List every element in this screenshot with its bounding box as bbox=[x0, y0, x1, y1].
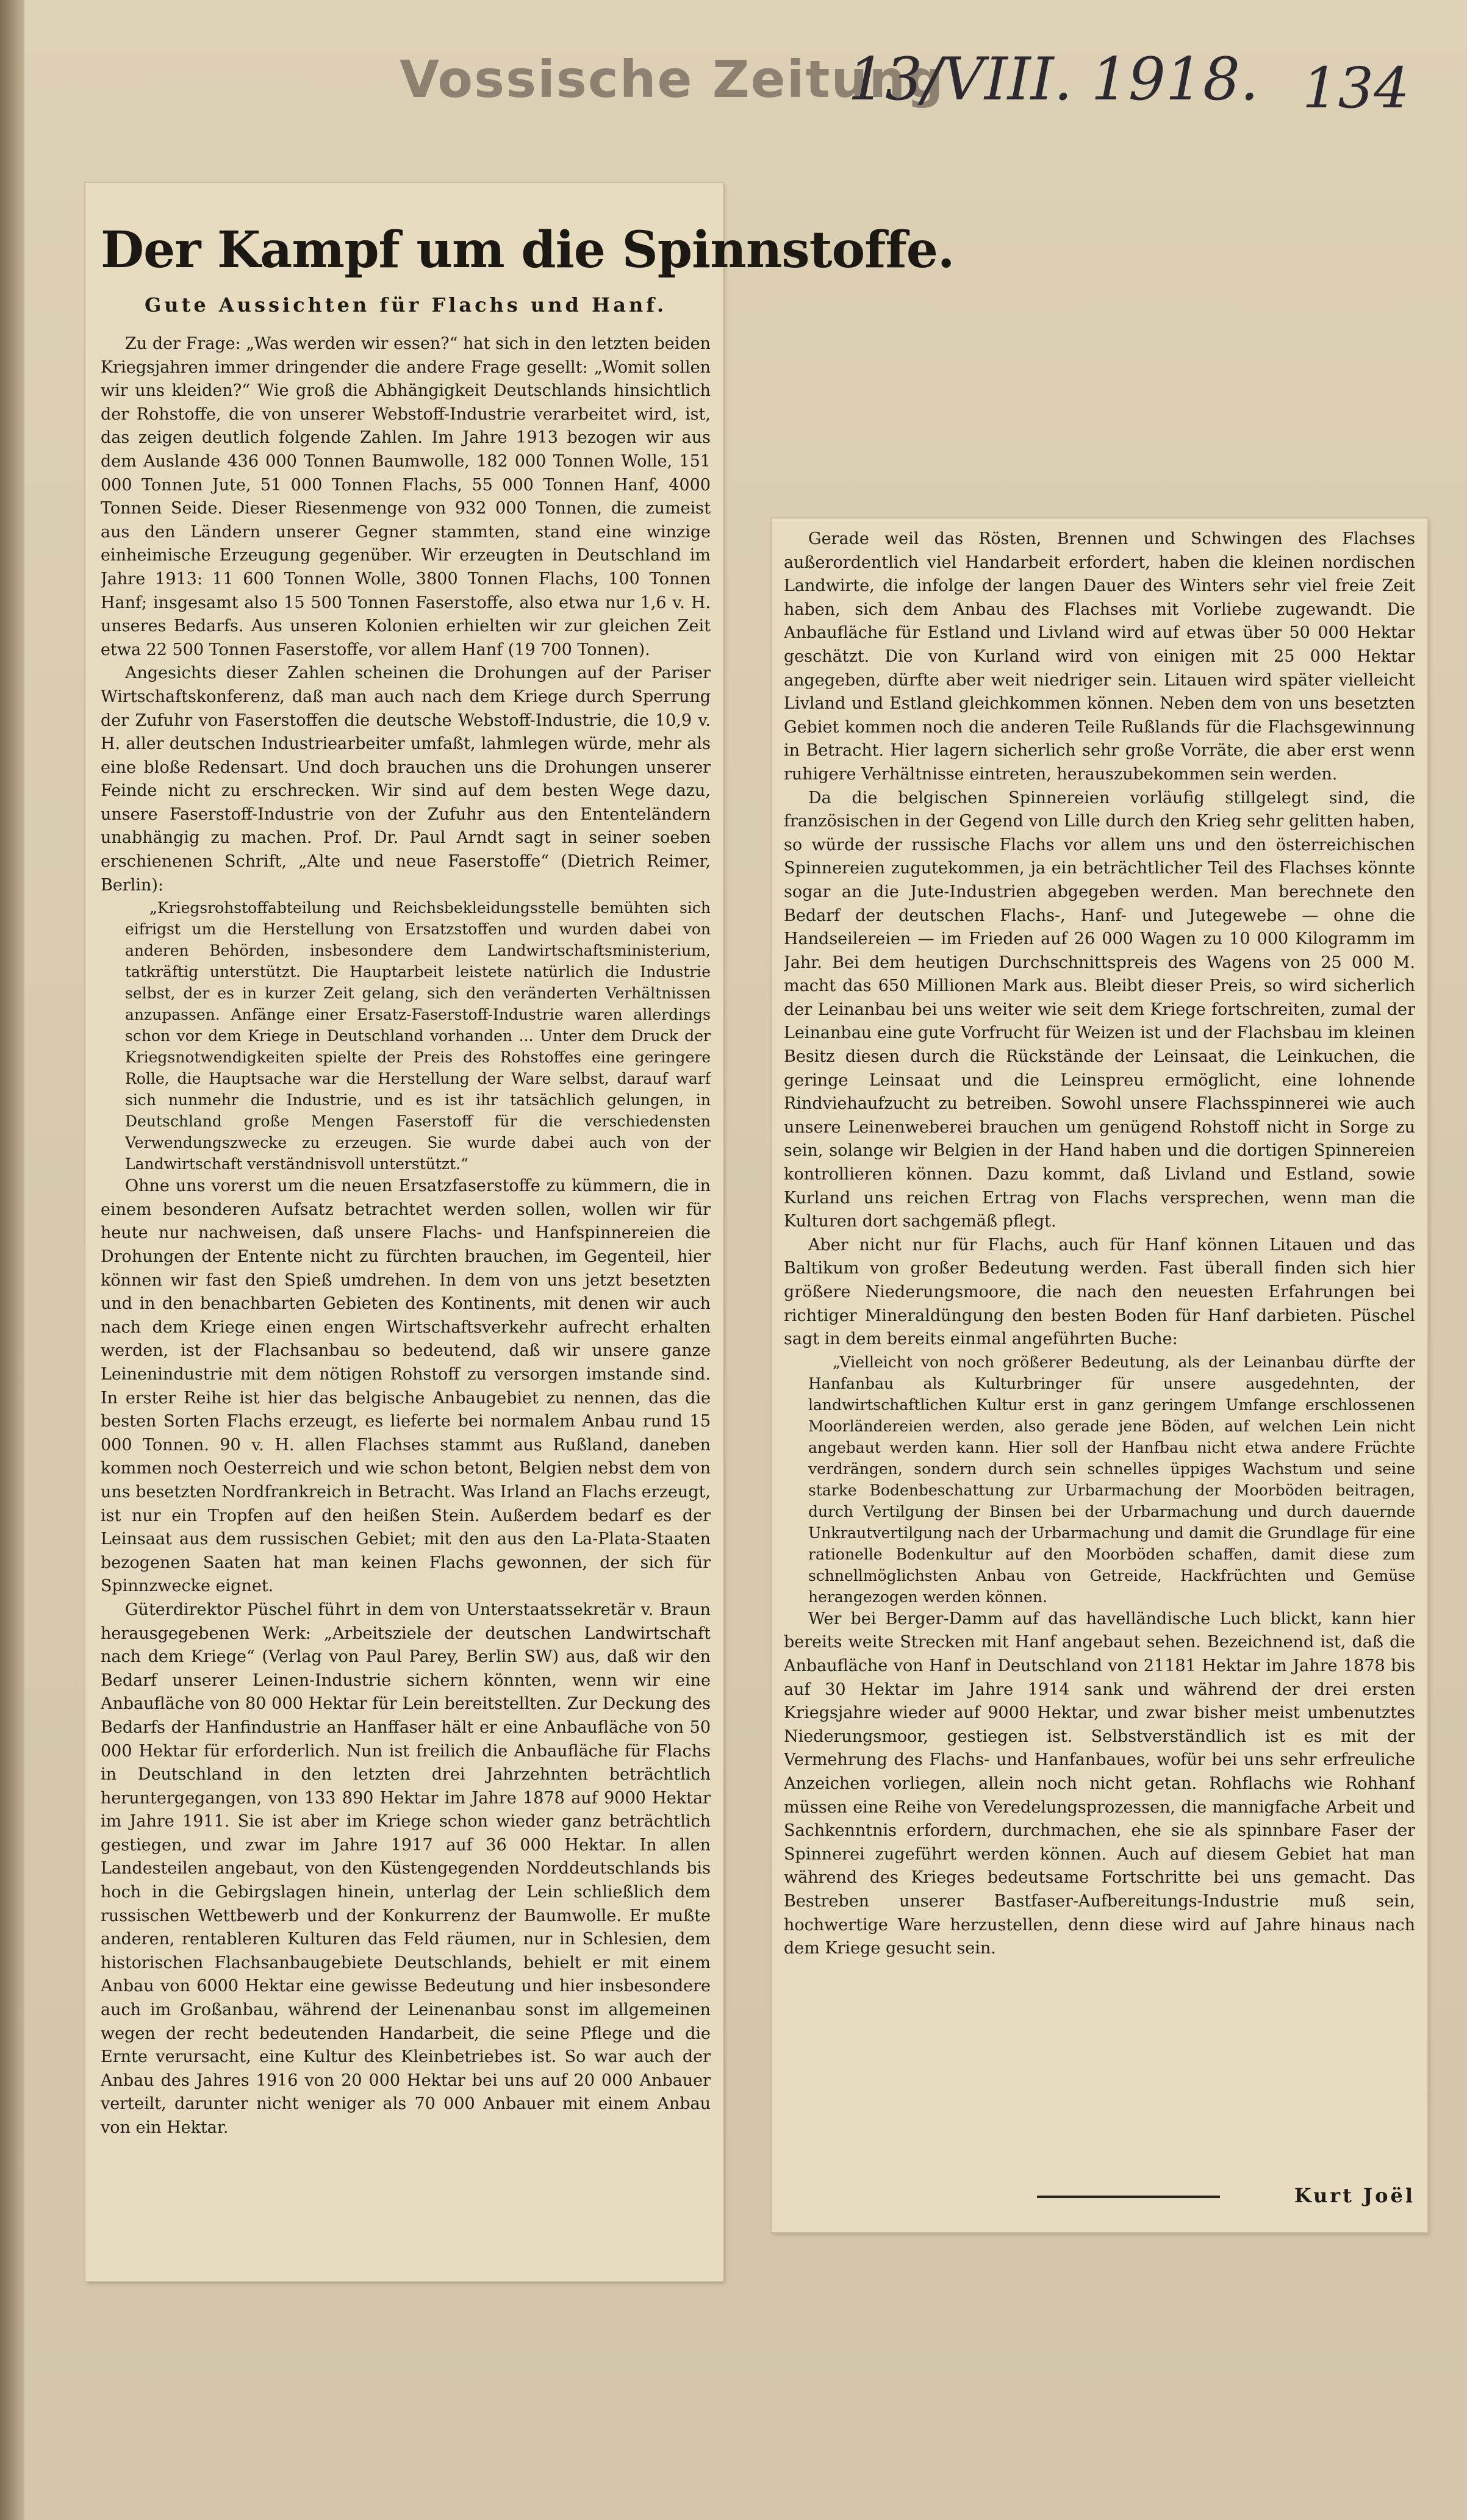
article-column-left bbox=[101, 332, 711, 2266]
handwritten-date: 13/VIII. 1918. bbox=[848, 45, 1259, 113]
binding-edge bbox=[0, 0, 24, 2520]
article-headline: Der Kampf um die Spinnstoffe. bbox=[101, 221, 955, 279]
quote-paragraph: „Kriegsrohstoffabteilung und Reichsbekleidungsstelle bemühten sich eifrigst um die Herstellung von Ersatzstoffen und wurden dabei von anderen Behörden, insbesondere dem Landwirtschaftsministerium, tatkräftig unterstützt. Die Hauptarbeit leistete natürlich die Industrie selbst, der es in kurzer Zeit gelang, sich den veränderten Verhältnissen anzupassen. Anfänge einer Ersatz-Faserstoff-Industrie waren allerdings schon vor dem Kriege in Deutschland vorhanden ... Unter dem Druck der Kriegsnotwendigkeiten spielte der Preis des Rohstoffes eine geringere Rolle, die Hauptsache war die Herstellung der Ware selbst, darauf warf sich nunmehr die Industrie, und es ist ihr tatsächlich gelungen, in Deutschland große Mengen Faserstoff für die verschiedensten Verwendungszwecke zu erzeugen. Sie wurde dabei auch von der Landwirtschaft verständnisvoll unterstützt.“ bbox=[125, 899, 711, 1173]
handwritten-page-number: 134 bbox=[1302, 55, 1410, 121]
paragraph: Da die belgischen Spinnereien vorläufig stillgelegt sind, die französischen in der Gegend von Lille durch den Krieg sehr gelitten haben, so würde der russische Flachs vor allem uns und den österreichischen Spinnereien zugutekommen, ja ein beträchtlicher Teil des Flachses könnte sogar an die Jute-Industrien abgegeben werden. Man berechnete den Bedarf der deutschen Flachs-, Hanf- und Jutegewebe — ohne die Handseilereien — im Frieden auf 26 000 Wagen zu 10 000 Kilogramm im Jahr. Bei dem heutigen Durchschnittspreis des Wagens von 25 000 M. macht das 650 Millionen Mark aus. Bleibt dieser Preis, so wird sicherlich der Leinanbau bei uns weiter wie seit dem Kriege fortschreiten, zumal der Leinanbau eine gute Vorfrucht für Weizen ist und der Flachsbau im kleinen Besitz diesen durch die Rückstände der Leinsaat, die Leinkuchen, die geringe Leinsaat und die Leinspreu ermöglicht, eine lohnende Rindviehaufzucht zu betreiben. Sowohl unsere Flachsspinnerei wie auch unsere Leinenweberei brauchen um genügend Rohstoff nicht in Sorge zu sein, solange wir Belgien in der Hand haben und die dortigen Spinnereien kontrollieren können. Dazu kommt, daß Livland und Estland, sowie Kurland uns reichen Ertrag von Flachs versprechen, wenn man die Kulturen dort sachgemäß pflegt. bbox=[784, 788, 1415, 1231]
paragraph: Zu der Frage: „Was werden wir essen?“ hat sich in den letzten beiden Kriegsjahren immer dringender die andere Frage gesellt: „Womit sollen wir uns kleiden?“ Wie groß die Abhängigkeit Deutschlands hinsichtlich der Rohstoffe, die von unserer Webstoff-Industrie verarbeitet wird, ist, das zeigen deutlich folgende Zahlen. Im Jahre 1913 bezogen wir aus dem Auslande 436 000 Tonnen Baumwolle, 182 000 Tonnen Wolle, 151 000 Tonnen Jute, 51 000 Tonnen Flachs, 55 000 Tonnen Hanf, 4000 Tonnen Seide. Dieser Riesenmenge von 932 000 Tonnen, die zumeist aus den Ländern unserer Gegner stammten, stand eine winzige einheimische Erzeugung gegenüber. Wir erzeugten in Deutschland im Jahre 1913: 11 600 Tonnen Wolle, 3800 Tonnen Flachs, 100 Tonnen Hanf; insgesamt also 15 500 Tonnen Faserstoffe, also etwa nur 1,6 v. H. unseres Bedarfs. Aus unseren Kolonien erhielten wir zur gleichen Zeit etwa 22 500 Tonnen Faserstoffe, vor allem Hanf (19 700 Tonnen). bbox=[101, 334, 711, 659]
paragraph: Güterdirektor Püschel führt in dem von Unterstaatssekretär v. Braun herausgegebenen Werk: „Arbeitsziele der deutschen Landwirtschaft nach dem Kriege“ (Verlag von Paul Parey, Berlin SW) aus, daß wir den Bedarf unserer Leinen-Industrie sichern könnten, wenn wir eine Anbaufläche von 80 000 Hektar für Lein bereitstellten. Zur Deckung des Bedarfs der Hanfindustrie an Hanffaser hält er eine Anbaufläche von 50 000 Hektar für erforderlich. Nun ist freilich die Anbaufläche für Flachs in Deutschland in den letzten drei Jahrzehnten beträchtlich heruntergegangen, von 133 890 Hektar im Jahre 1878 auf 9000 Hektar im Jahre 1911. Sie ist aber im Kriege schon wieder ganz beträchtlich gestiegen, und zwar im Jahre 1917 auf 36 000 Hektar. In allen Landesteilen angebaut, von den Küstengegenden Norddeutschlands bis hoch in die Gebirgslagen hinein, unterlag der Lein schließlich dem russischen Wettbewerb und der Konkurrenz der Baumwolle. Er mußte anderen, rentableren Kulturen das Feld räumen, nur in Schlesien, dem historischen Flachsanbaugebiete Deutschlands, behielt er mit einem Anbau von 6000 Hektar eine gewisse Bedeutung und hier insbesondere auch im Großanbau, während der Leinenanbau sonst im allgemeinen wegen der recht bedeutenden Handarbeit, die seine Pflege und die Ernte verursacht, eine Kultur des Kleinbetriebes ist. So war auch der Anbau des Jahres 1916 von 20 000 Hektar bei uns auf 20 000 Anbauer verteilt, darunter nicht weniger als 70 000 Anbauer mit einem Anbau von ein Hektar. bbox=[101, 1600, 711, 2137]
quote-paragraph: „Vielleicht von noch größerer Bedeutung, als der Leinanbau dürfte der Hanfanbau als Kulturbringer für unsere ausgedehnten, der landwirtschaftlichen Kultur erst in ganz geringem Umfange erschlossenen Moorländereien werden, also gerade jene Böden, auf welchen Lein nicht angebaut werden kann. Hier soll der Hanfbau nicht etwa andere Früchte verdrängen, sondern durch sein schnelles üppiges Wachstum und seine starke Bodenbeschattung zur Urbarmachung der Moorböden beitragen, durch Vertilgung der Binsen bei der Urbarmachung und durch dauernde Unkrautvertilgung nach der Urbarmachung und damit die Grundlage für eine rationelle Bodenkultur auf den Moorböden schaffen, damit diese zum schnellmöglichsten Anbau von Getreide, Hackfrüchten und Gemüse herangezogen werden können. bbox=[808, 1353, 1415, 1606]
author-byline: Kurt Joël bbox=[1294, 2184, 1415, 2207]
byline-rule bbox=[1037, 2196, 1220, 2198]
paragraph: Angesichts dieser Zahlen scheinen die Drohungen auf der Pariser Wirtschaftskonferenz, daß man auch nach dem Kriege durch Sperrung der Zufuhr von Faserstoffen die deutsche Webstoff-Industrie, die 10,9 v. H. aller deutschen Industriearbeiter umfaßt, lahmlegen würde, mehr als eine bloße Redensart. Und doch brauchen uns die Drohungen unserer Feinde nicht zu erschrecken. Wir sind auf dem besten Wege dazu, unsere Faserstoff-Industrie von der Zufuhr aus den Ententeländern unabhängig zu machen. Prof. Dr. Paul Arndt sagt in seiner soeben erschienenen Schrift, „Alte und neue Faserstoffe“ (Dietrich Reimer, Berlin): bbox=[101, 664, 711, 895]
article-column-right bbox=[784, 528, 1415, 2174]
paragraph: Wer bei Berger-Damm auf das havelländische Luch blickt, kann hier bereits weite Strecken mit Hanf angebaut sehen. Bezeichnend ist, daß die Anbaufläche von Hanf in Deutschland von 21181 Hektar im Jahre 1878 bis auf 30 Hektar im Jahre 1914 sank und während der drei ersten Kriegsjahre wieder auf 9000 Hektar, und zwar bisher meist umbenutztes Niederungsmoor, gestiegen ist. Selbstverständlich ist es mit der Vermehrung des Flachs- und Hanfanbaues, wofür bei uns sehr erfreuliche Anzeichen vorliegen, allein noch nicht getan. Rohflachs wie Rohhanf müssen eine Reihe von Veredelungsprozessen, die mannigfache Arbeit und Sachkenntnis erfordern, durchmachen, ehe sie als spinnbare Faser der Spinnerei zugeführt werden können. Auch auf diesem Gebiet hat man während des Krieges bedeutsame Fortschritte bei uns gemacht. Das Bestreben unserer Bastfaser-Aufbereitungs-Industrie muß sein, hochwertige Ware herzustellen, denn diese wird auf Jahre hinaus nach dem Kriege gesucht sein. bbox=[784, 1609, 1415, 1958]
newspaper-masthead: Vossische Zeitung bbox=[400, 49, 945, 109]
article-subheadline: Gute Aussichten für Flachs und Hanf. bbox=[144, 293, 667, 317]
paragraph: Ohne uns vorerst um die neuen Ersatzfaserstoffe zu kümmern, die in einem besonderen Aufsatz betrachtet werden sollen, wollen wir für heute nur nachweisen, daß unsere Flachs- und Hanfspinnereien die Drohungen der Entente nicht zu fürchten brauchen, im Gegenteil, hier können wir fast den Spieß umdrehen. In dem von uns jetzt besetzten und in den benachbarten Gebieten des Kontinents, mit denen wir auch nach dem Kriege einen engen Wirtschaftsverkehr aufrecht erhalten werden, ist der Flachsanbau so bedeutend, daß wir unsere ganze Leinenindustrie mit dem nötigen Rohstoff zu versorgen imstande sind. In erster Reihe ist hier das belgische Anbaugebiet zu nennen, das die besten Sorten Flachs erzeugt, es lieferte bei normalem Anbau rund 15 000 Tonnen. 90 v. H. allen Flachses stammt aus Rußland, daneben kommen noch Oesterreich und wie schon betont, Belgien nebst dem von uns besetzten Nordfrankreich in Betracht. Was Irland an Flachs erzeugt, ist nur ein Tropfen auf den heißen Stein. Außerdem bedarf es der Leinsaat aus dem russischen Gebiet; mit den aus den La-Plata-Staaten bezogenen Saaten hat man keinen Flachs gewonnen, der sich für Spinnzwecke eignet. bbox=[101, 1176, 711, 1596]
paragraph: Aber nicht nur für Flachs, auch für Hanf können Litauen und das Baltikum von großer Bedeutung werden. Fast überall finden sich hier größere Niederungsmoore, die nach den neuesten Erfahrungen bei richtiger Mineraldüngung den besten Boden für Hanf darbieten. Püschel sagt in dem bereits einmal angeführten Buche: bbox=[784, 1235, 1415, 1349]
paragraph: Gerade weil das Rösten, Brennen und Schwingen des Flachses außerordentlich viel Handarbeit erfordert, haben die kleinen nordischen Landwirte, die infolge der langen Dauer des Winters sehr viel freie Zeit haben, sich dem Anbau des Flachses mit Vorliebe zugewandt. Die Anbaufläche für Estland und Livland wird auf etwas über 50 000 Hektar geschätzt. Die von Kurland wird von einigen mit 25 000 Hektar angegeben, dürfte aber weit niedriger sein. Litauen wird später vielleicht Livland und Estland gleichkommen können. Neben dem von uns besetzten Gebiet kommen noch die anderen Teile Rußlands für die Flachsgewinnung in Betracht. Hier lagern sicherlich sehr große Vorräte, die aber erst wenn ruhigere Verhältnisse eintreten, herauszubekommen sein werden. bbox=[784, 529, 1415, 784]
